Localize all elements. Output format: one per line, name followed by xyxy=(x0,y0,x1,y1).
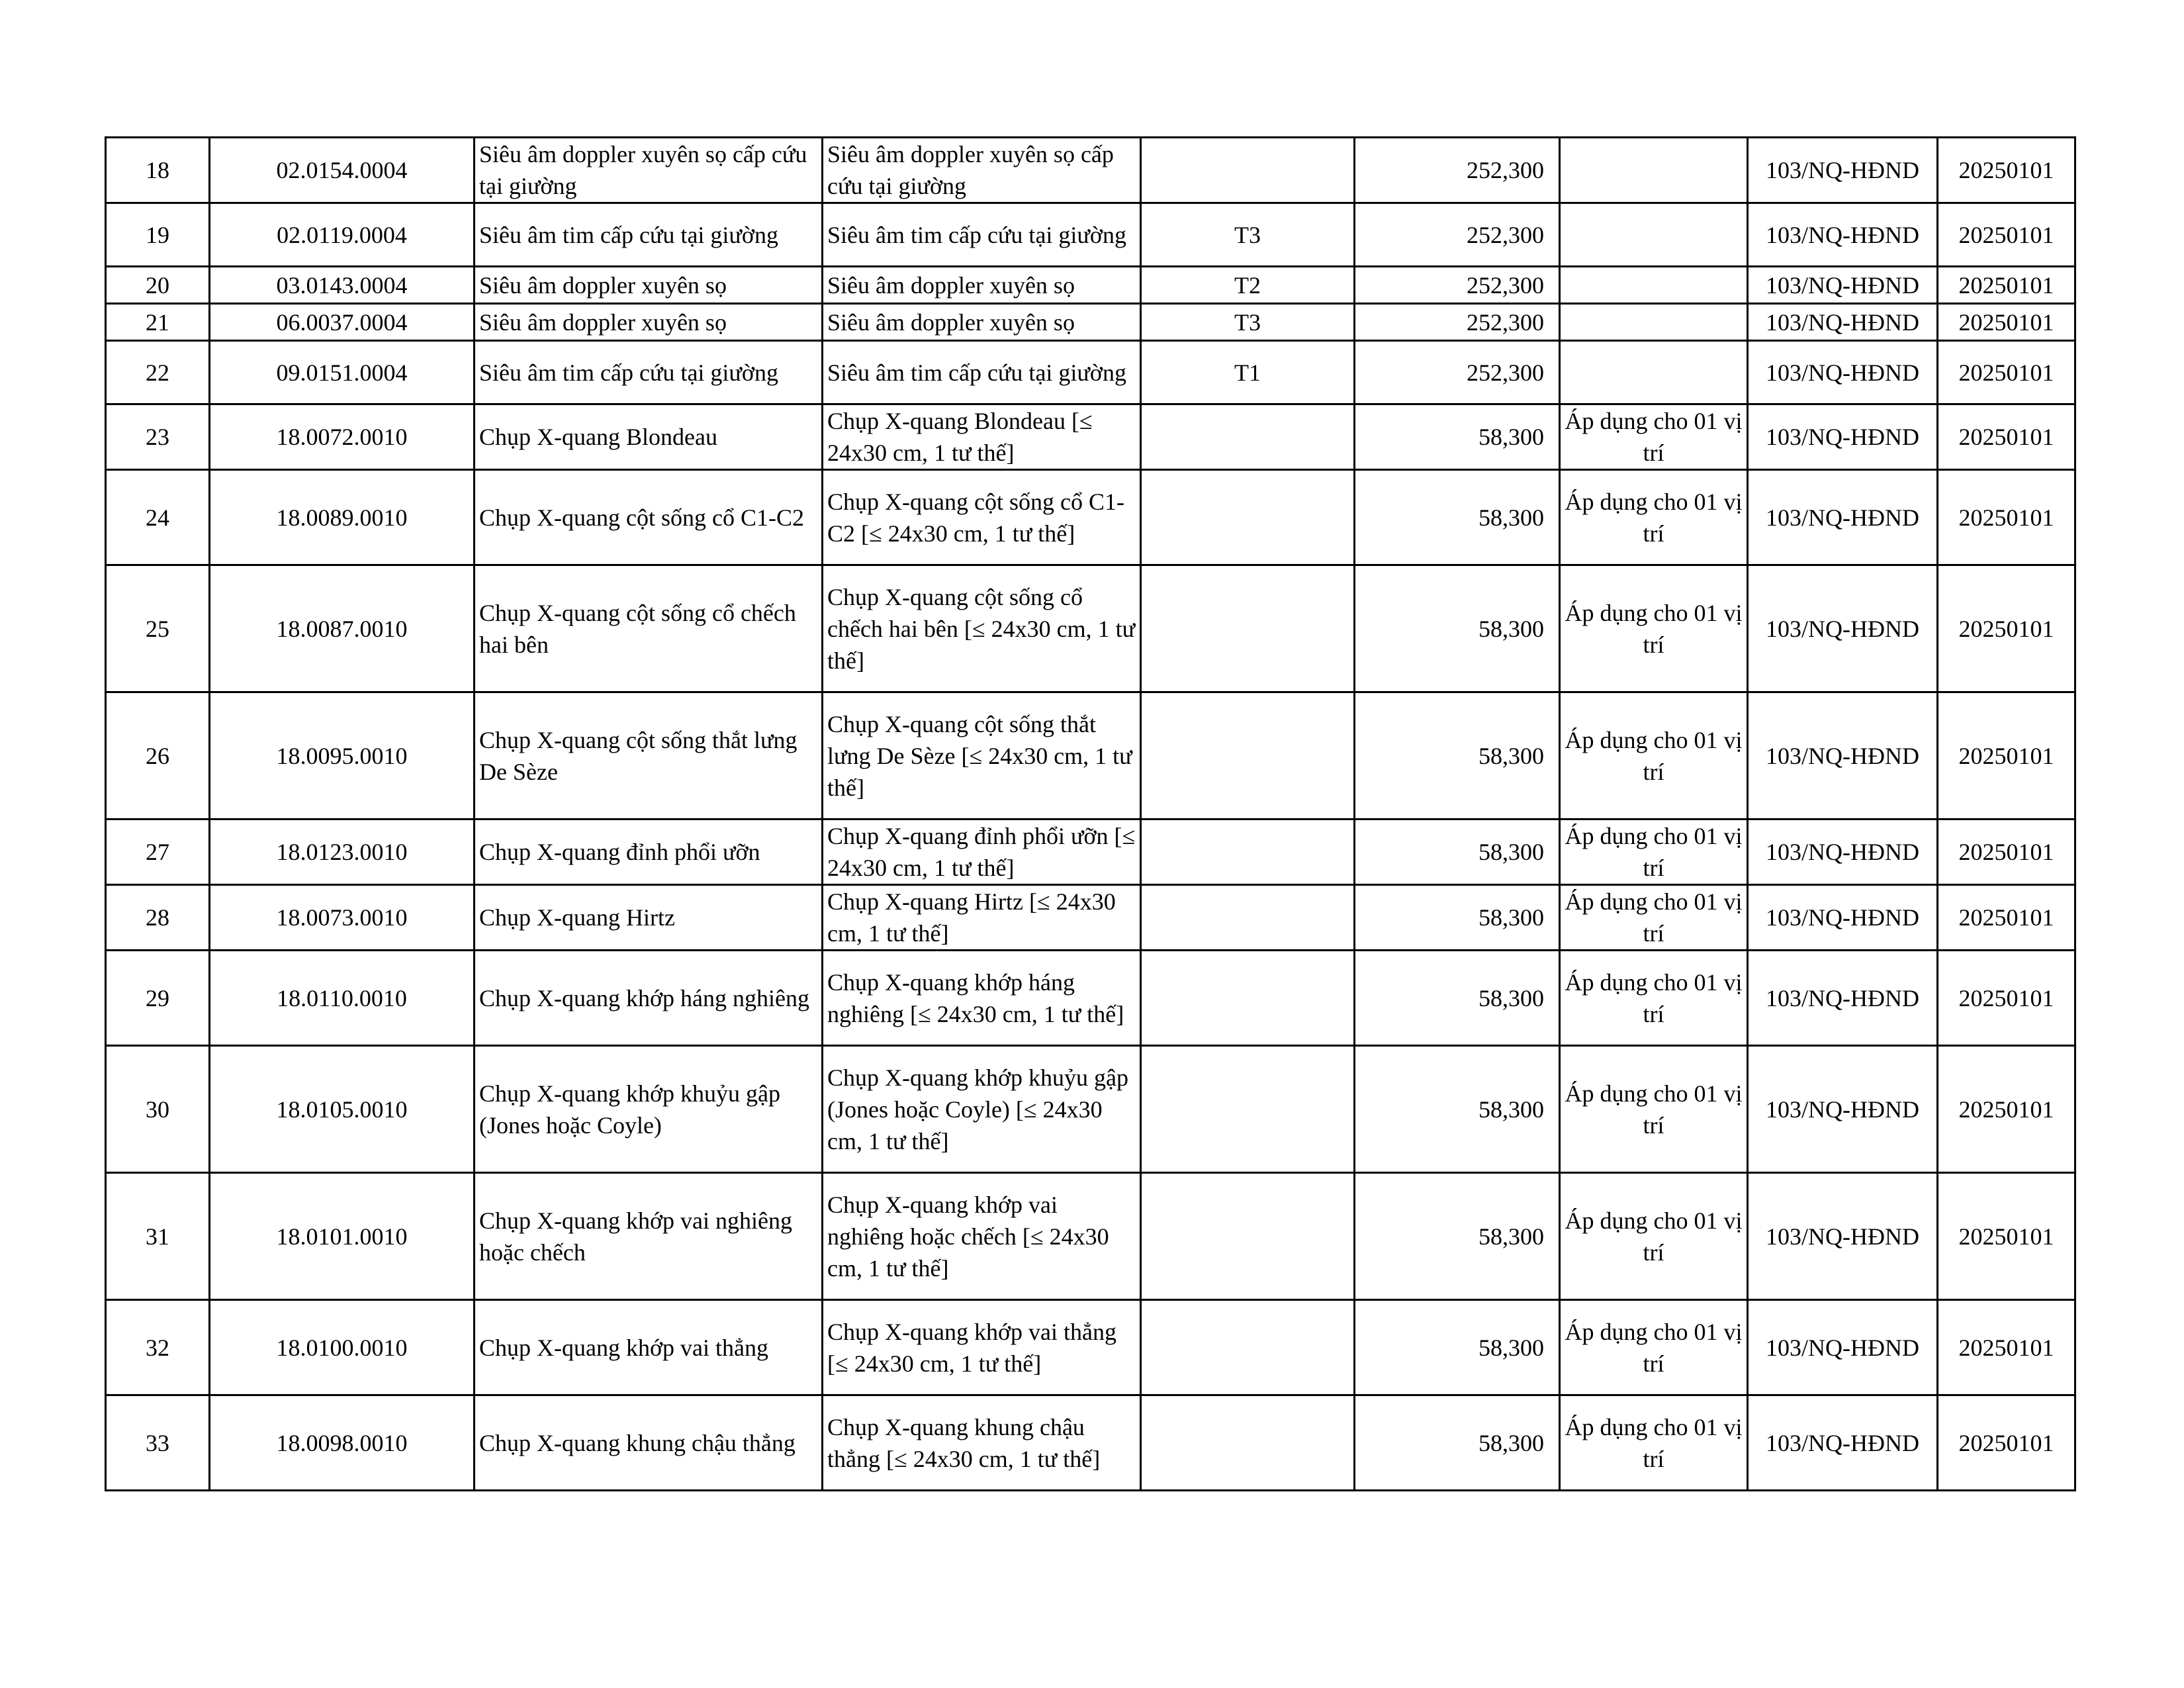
service-code-cell: 18.0072.0010 xyxy=(210,404,475,470)
level-cell xyxy=(1141,138,1355,203)
decision-cell: 103/NQ-HĐND xyxy=(1748,304,1938,341)
table-row xyxy=(106,1395,2075,1491)
service-name-cell: Chụp X-quang khớp vai thẳng xyxy=(475,1300,823,1395)
decision-cell: 103/NQ-HĐND xyxy=(1748,470,1938,565)
effective-date-cell: 20250101 xyxy=(1938,1046,2075,1173)
table-row xyxy=(106,820,2075,885)
effective-date-cell: 20250101 xyxy=(1938,1300,2075,1395)
decision-cell: 103/NQ-HĐND xyxy=(1748,951,1938,1046)
decision-cell: 103/NQ-HĐND xyxy=(1748,565,1938,692)
row-number-cell: 31 xyxy=(106,1173,210,1300)
level-cell xyxy=(1141,692,1355,820)
table-body xyxy=(106,138,2075,1491)
price-cell: 252,300 xyxy=(1355,138,1560,203)
service-name-cell: Chụp X-quang khớp khuỷu gập (Jones hoặc Coyle) xyxy=(475,1046,823,1173)
price-table xyxy=(105,136,2076,1491)
table-row xyxy=(106,1300,2075,1395)
service-name-cell: Siêu âm doppler xuyên sọ xyxy=(475,267,823,304)
price-cell: 58,300 xyxy=(1355,951,1560,1046)
price-cell: 252,300 xyxy=(1355,267,1560,304)
note-cell xyxy=(1560,138,1748,203)
level-cell xyxy=(1141,1046,1355,1173)
effective-date-cell: 20250101 xyxy=(1938,820,2075,885)
table-row xyxy=(106,1046,2075,1173)
table-row xyxy=(106,138,2075,203)
level-cell: T1 xyxy=(1141,341,1355,404)
level-cell xyxy=(1141,1300,1355,1395)
service-code-cell: 18.0073.0010 xyxy=(210,885,475,951)
price-cell: 58,300 xyxy=(1355,1173,1560,1300)
note-cell: Áp dụng cho 01 vị trí xyxy=(1560,885,1748,951)
effective-date-cell: 20250101 xyxy=(1938,470,2075,565)
level-cell xyxy=(1141,885,1355,951)
price-cell: 58,300 xyxy=(1355,820,1560,885)
price-cell: 58,300 xyxy=(1355,404,1560,470)
price-cell: 252,300 xyxy=(1355,203,1560,267)
price-cell: 252,300 xyxy=(1355,304,1560,341)
service-code-cell: 03.0143.0004 xyxy=(210,267,475,304)
decision-cell: 103/NQ-HĐND xyxy=(1748,267,1938,304)
price-cell: 58,300 xyxy=(1355,1395,1560,1491)
price-cell: 58,300 xyxy=(1355,885,1560,951)
service-description-cell: Siêu âm tim cấp cứu tại giường xyxy=(823,341,1141,404)
level-cell: T2 xyxy=(1141,267,1355,304)
service-code-cell: 18.0101.0010 xyxy=(210,1173,475,1300)
effective-date-cell: 20250101 xyxy=(1938,203,2075,267)
service-description-cell: Chụp X-quang Blondeau [≤ 24x30 cm, 1 tư thế] xyxy=(823,404,1141,470)
row-number-cell: 27 xyxy=(106,820,210,885)
decision-cell: 103/NQ-HĐND xyxy=(1748,138,1938,203)
price-cell: 58,300 xyxy=(1355,1046,1560,1173)
service-name-cell: Chụp X-quang cột sống cổ chếch hai bên xyxy=(475,565,823,692)
effective-date-cell: 20250101 xyxy=(1938,951,2075,1046)
price-cell: 252,300 xyxy=(1355,341,1560,404)
row-number-cell: 25 xyxy=(106,565,210,692)
note-cell xyxy=(1560,304,1748,341)
row-number-cell: 26 xyxy=(106,692,210,820)
row-number-cell: 18 xyxy=(106,138,210,203)
table-row xyxy=(106,304,2075,341)
note-cell: Áp dụng cho 01 vị trí xyxy=(1560,1046,1748,1173)
service-description-cell: Siêu âm doppler xuyên sọ xyxy=(823,267,1141,304)
service-name-cell: Chụp X-quang cột sống thắt lưng De Sèze xyxy=(475,692,823,820)
service-code-cell: 18.0089.0010 xyxy=(210,470,475,565)
decision-cell: 103/NQ-HĐND xyxy=(1748,692,1938,820)
service-description-cell: Siêu âm doppler xuyên sọ xyxy=(823,304,1141,341)
row-number-cell: 28 xyxy=(106,885,210,951)
effective-date-cell: 20250101 xyxy=(1938,1395,2075,1491)
level-cell: T3 xyxy=(1141,203,1355,267)
service-code-cell: 09.0151.0004 xyxy=(210,341,475,404)
service-code-cell: 18.0100.0010 xyxy=(210,1300,475,1395)
service-name-cell: Siêu âm doppler xuyên sọ cấp cứu tại giường xyxy=(475,138,823,203)
service-description-cell: Chụp X-quang khớp vai thẳng [≤ 24x30 cm, 1 tư thế] xyxy=(823,1300,1141,1395)
service-name-cell: Chụp X-quang đỉnh phổi ưỡn xyxy=(475,820,823,885)
row-number-cell: 29 xyxy=(106,951,210,1046)
note-cell xyxy=(1560,203,1748,267)
service-description-cell: Siêu âm doppler xuyên sọ cấp cứu tại giường xyxy=(823,138,1141,203)
row-number-cell: 32 xyxy=(106,1300,210,1395)
service-code-cell: 18.0105.0010 xyxy=(210,1046,475,1173)
effective-date-cell: 20250101 xyxy=(1938,1173,2075,1300)
service-name-cell: Chụp X-quang khớp vai nghiêng hoặc chếch xyxy=(475,1173,823,1300)
decision-cell: 103/NQ-HĐND xyxy=(1748,341,1938,404)
note-cell: Áp dụng cho 01 vị trí xyxy=(1560,1300,1748,1395)
level-cell xyxy=(1141,1395,1355,1491)
decision-cell: 103/NQ-HĐND xyxy=(1748,1046,1938,1173)
table-row xyxy=(106,470,2075,565)
service-name-cell: Chụp X-quang khung chậu thẳng xyxy=(475,1395,823,1491)
level-cell xyxy=(1141,1173,1355,1300)
note-cell: Áp dụng cho 01 vị trí xyxy=(1560,565,1748,692)
table-row xyxy=(106,885,2075,951)
service-name-cell: Chụp X-quang cột sống cổ C1-C2 xyxy=(475,470,823,565)
service-description-cell: Chụp X-quang khớp háng nghiêng [≤ 24x30 cm, 1 tư thế] xyxy=(823,951,1141,1046)
note-cell xyxy=(1560,341,1748,404)
service-description-cell: Chụp X-quang khớp vai nghiêng hoặc chếch [≤ 24x30 cm, 1 tư thế] xyxy=(823,1173,1141,1300)
row-number-cell: 30 xyxy=(106,1046,210,1173)
effective-date-cell: 20250101 xyxy=(1938,304,2075,341)
service-description-cell: Chụp X-quang đỉnh phổi ưỡn [≤ 24x30 cm, 1 tư thế] xyxy=(823,820,1141,885)
service-name-cell: Chụp X-quang Blondeau xyxy=(475,404,823,470)
table-row xyxy=(106,341,2075,404)
level-cell xyxy=(1141,820,1355,885)
decision-cell: 103/NQ-HĐND xyxy=(1748,203,1938,267)
service-description-cell: Chụp X-quang cột sống cổ C1-C2 [≤ 24x30 cm, 1 tư thế] xyxy=(823,470,1141,565)
service-name-cell: Siêu âm tim cấp cứu tại giường xyxy=(475,341,823,404)
effective-date-cell: 20250101 xyxy=(1938,692,2075,820)
row-number-cell: 19 xyxy=(106,203,210,267)
effective-date-cell: 20250101 xyxy=(1938,267,2075,304)
decision-cell: 103/NQ-HĐND xyxy=(1748,1173,1938,1300)
price-cell: 58,300 xyxy=(1355,565,1560,692)
decision-cell: 103/NQ-HĐND xyxy=(1748,820,1938,885)
effective-date-cell: 20250101 xyxy=(1938,138,2075,203)
service-name-cell: Chụp X-quang khớp háng nghiêng xyxy=(475,951,823,1046)
table-row xyxy=(106,203,2075,267)
service-code-cell: 02.0119.0004 xyxy=(210,203,475,267)
service-description-cell: Chụp X-quang khớp khuỷu gập (Jones hoặc Coyle) [≤ 24x30 cm, 1 tư thế] xyxy=(823,1046,1141,1173)
service-description-cell: Siêu âm tim cấp cứu tại giường xyxy=(823,203,1141,267)
row-number-cell: 20 xyxy=(106,267,210,304)
price-cell: 58,300 xyxy=(1355,692,1560,820)
decision-cell: 103/NQ-HĐND xyxy=(1748,1395,1938,1491)
row-number-cell: 22 xyxy=(106,341,210,404)
note-cell: Áp dụng cho 01 vị trí xyxy=(1560,404,1748,470)
service-code-cell: 06.0037.0004 xyxy=(210,304,475,341)
table-row xyxy=(106,1173,2075,1300)
service-code-cell: 02.0154.0004 xyxy=(210,138,475,203)
decision-cell: 103/NQ-HĐND xyxy=(1748,1300,1938,1395)
effective-date-cell: 20250101 xyxy=(1938,885,2075,951)
note-cell: Áp dụng cho 01 vị trí xyxy=(1560,820,1748,885)
row-number-cell: 33 xyxy=(106,1395,210,1491)
effective-date-cell: 20250101 xyxy=(1938,404,2075,470)
table-row xyxy=(106,565,2075,692)
table-row xyxy=(106,404,2075,470)
decision-cell: 103/NQ-HĐND xyxy=(1748,404,1938,470)
service-code-cell: 18.0098.0010 xyxy=(210,1395,475,1491)
note-cell: Áp dụng cho 01 vị trí xyxy=(1560,692,1748,820)
note-cell: Áp dụng cho 01 vị trí xyxy=(1560,1173,1748,1300)
price-cell: 58,300 xyxy=(1355,470,1560,565)
table-row xyxy=(106,692,2075,820)
effective-date-cell: 20250101 xyxy=(1938,341,2075,404)
price-cell: 58,300 xyxy=(1355,1300,1560,1395)
note-cell: Áp dụng cho 01 vị trí xyxy=(1560,1395,1748,1491)
service-code-cell: 18.0123.0010 xyxy=(210,820,475,885)
note-cell: Áp dụng cho 01 vị trí xyxy=(1560,951,1748,1046)
effective-date-cell: 20250101 xyxy=(1938,565,2075,692)
level-cell: T3 xyxy=(1141,304,1355,341)
row-number-cell: 24 xyxy=(106,470,210,565)
service-name-cell: Chụp X-quang Hirtz xyxy=(475,885,823,951)
service-name-cell: Siêu âm doppler xuyên sọ xyxy=(475,304,823,341)
service-description-cell: Chụp X-quang cột sống cổ chếch hai bên [≤ 24x30 cm, 1 tư thế] xyxy=(823,565,1141,692)
service-name-cell: Siêu âm tim cấp cứu tại giường xyxy=(475,203,823,267)
row-number-cell: 23 xyxy=(106,404,210,470)
service-code-cell: 18.0087.0010 xyxy=(210,565,475,692)
table-row xyxy=(106,267,2075,304)
level-cell xyxy=(1141,470,1355,565)
level-cell xyxy=(1141,951,1355,1046)
service-code-cell: 18.0095.0010 xyxy=(210,692,475,820)
table-row xyxy=(106,951,2075,1046)
level-cell xyxy=(1141,404,1355,470)
level-cell xyxy=(1141,565,1355,692)
service-description-cell: Chụp X-quang cột sống thắt lưng De Sèze [≤ 24x30 cm, 1 tư thế] xyxy=(823,692,1141,820)
decision-cell: 103/NQ-HĐND xyxy=(1748,885,1938,951)
service-code-cell: 18.0110.0010 xyxy=(210,951,475,1046)
service-description-cell: Chụp X-quang Hirtz [≤ 24x30 cm, 1 tư thế] xyxy=(823,885,1141,951)
note-cell xyxy=(1560,267,1748,304)
row-number-cell: 21 xyxy=(106,304,210,341)
service-description-cell: Chụp X-quang khung chậu thẳng [≤ 24x30 cm, 1 tư thế] xyxy=(823,1395,1141,1491)
note-cell: Áp dụng cho 01 vị trí xyxy=(1560,470,1748,565)
